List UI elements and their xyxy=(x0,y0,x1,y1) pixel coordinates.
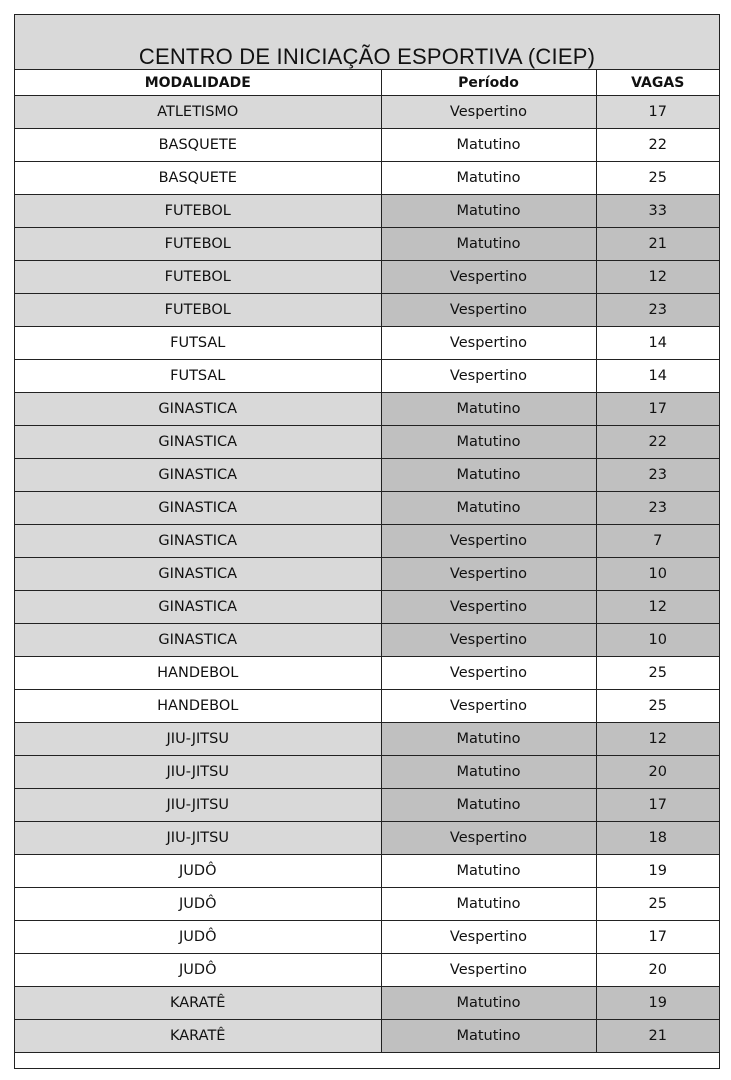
cell-modalidade: ATLETISMO xyxy=(15,96,381,129)
cell-periodo: Vespertino xyxy=(381,822,596,855)
cell-vagas: 7 xyxy=(596,525,719,558)
cell-modalidade: BASQUETE xyxy=(15,129,381,162)
cell-vagas: 17 xyxy=(596,96,719,129)
cell-periodo: Matutino xyxy=(381,459,596,492)
cell-modalidade: JUDÔ xyxy=(15,855,381,888)
cell-modalidade: HANDEBOL xyxy=(15,657,381,690)
cell-modalidade: FUTEBOL xyxy=(15,261,381,294)
cell-modalidade: HANDEBOL xyxy=(15,690,381,723)
cell-periodo: Matutino xyxy=(381,888,596,921)
table-row xyxy=(15,921,719,954)
cell-periodo: Matutino xyxy=(381,492,596,525)
table-row xyxy=(15,294,719,327)
table-row xyxy=(15,822,719,855)
header-periodo: Período xyxy=(381,70,596,96)
vagas-table xyxy=(15,70,719,1053)
spreadsheet-page xyxy=(14,14,720,1069)
cell-vagas: 19 xyxy=(596,855,719,888)
cell-vagas: 25 xyxy=(596,690,719,723)
cell-vagas: 25 xyxy=(596,657,719,690)
table-row xyxy=(15,954,719,987)
table-row xyxy=(15,855,719,888)
table-row xyxy=(15,96,719,129)
table-row xyxy=(15,162,719,195)
title-band xyxy=(15,15,719,70)
cell-vagas: 10 xyxy=(596,624,719,657)
cell-modalidade: FUTEBOL xyxy=(15,195,381,228)
cell-periodo: Vespertino xyxy=(381,525,596,558)
cell-periodo: Matutino xyxy=(381,195,596,228)
cell-modalidade: KARATÊ xyxy=(15,1020,381,1053)
table-row xyxy=(15,756,719,789)
table-row xyxy=(15,129,719,162)
cell-vagas: 20 xyxy=(596,954,719,987)
table-row xyxy=(15,492,719,525)
cell-vagas: 20 xyxy=(596,756,719,789)
cell-modalidade: BASQUETE xyxy=(15,162,381,195)
cell-vagas: 12 xyxy=(596,591,719,624)
cell-modalidade: JIU-JITSU xyxy=(15,822,381,855)
cell-periodo: Matutino xyxy=(381,756,596,789)
cell-vagas: 23 xyxy=(596,294,719,327)
table-row xyxy=(15,261,719,294)
table-row xyxy=(15,327,719,360)
cell-modalidade: JIU-JITSU xyxy=(15,756,381,789)
cell-modalidade: FUTEBOL xyxy=(15,228,381,261)
cell-modalidade: KARATÊ xyxy=(15,987,381,1020)
cell-vagas: 23 xyxy=(596,459,719,492)
cell-modalidade: FUTEBOL xyxy=(15,294,381,327)
table-row xyxy=(15,1020,719,1053)
cell-periodo: Matutino xyxy=(381,228,596,261)
table-row xyxy=(15,426,719,459)
cell-periodo: Matutino xyxy=(381,426,596,459)
table-row xyxy=(15,525,719,558)
table-body xyxy=(15,96,719,1053)
cell-modalidade: GINASTICA xyxy=(15,459,381,492)
cell-modalidade: JIU-JITSU xyxy=(15,789,381,822)
cell-periodo: Vespertino xyxy=(381,624,596,657)
page-title: CENTRO DE INICIAÇÃO ESPORTIVA (CIEP) xyxy=(138,44,596,69)
cell-periodo: Matutino xyxy=(381,1020,596,1053)
cell-modalidade: GINASTICA xyxy=(15,525,381,558)
cell-vagas: 18 xyxy=(596,822,719,855)
cell-vagas: 22 xyxy=(596,129,719,162)
cell-modalidade: JIU-JITSU xyxy=(15,723,381,756)
cell-vagas: 17 xyxy=(596,921,719,954)
header-row xyxy=(15,70,719,96)
cell-vagas: 19 xyxy=(596,987,719,1020)
cell-vagas: 33 xyxy=(596,195,719,228)
cell-modalidade: GINASTICA xyxy=(15,426,381,459)
cell-vagas: 25 xyxy=(596,162,719,195)
cell-vagas: 10 xyxy=(596,558,719,591)
table-row xyxy=(15,228,719,261)
cell-vagas: 14 xyxy=(596,360,719,393)
cell-modalidade: JUDÔ xyxy=(15,921,381,954)
cell-periodo: Vespertino xyxy=(381,954,596,987)
table-row xyxy=(15,723,719,756)
table-row xyxy=(15,789,719,822)
table-row xyxy=(15,459,719,492)
cell-periodo: Vespertino xyxy=(381,657,596,690)
cell-periodo: Vespertino xyxy=(381,327,596,360)
cell-periodo: Vespertino xyxy=(381,558,596,591)
cell-periodo: Matutino xyxy=(381,162,596,195)
cell-periodo: Matutino xyxy=(381,393,596,426)
cell-vagas: 17 xyxy=(596,393,719,426)
cell-periodo: Matutino xyxy=(381,789,596,822)
cell-modalidade: JUDÔ xyxy=(15,888,381,921)
header-vagas: VAGAS xyxy=(596,70,719,96)
cell-modalidade: GINASTICA xyxy=(15,591,381,624)
cell-periodo: Vespertino xyxy=(381,96,596,129)
cell-periodo: Vespertino xyxy=(381,261,596,294)
table-row xyxy=(15,591,719,624)
cell-periodo: Vespertino xyxy=(381,690,596,723)
cell-modalidade: JUDÔ xyxy=(15,954,381,987)
cell-vagas: 21 xyxy=(596,1020,719,1053)
table-row xyxy=(15,558,719,591)
table-row xyxy=(15,195,719,228)
cell-modalidade: GINASTICA xyxy=(15,393,381,426)
table-row xyxy=(15,360,719,393)
cell-periodo: Vespertino xyxy=(381,294,596,327)
cell-vagas: 23 xyxy=(596,492,719,525)
cell-modalidade: GINASTICA xyxy=(15,624,381,657)
table-row xyxy=(15,624,719,657)
cell-modalidade: FUTSAL xyxy=(15,360,381,393)
cell-modalidade: GINASTICA xyxy=(15,558,381,591)
cell-periodo: Matutino xyxy=(381,987,596,1020)
cell-periodo: Vespertino xyxy=(381,591,596,624)
table-row xyxy=(15,888,719,921)
table-row xyxy=(15,987,719,1020)
cell-modalidade: GINASTICA xyxy=(15,492,381,525)
cell-vagas: 12 xyxy=(596,261,719,294)
cell-vagas: 22 xyxy=(596,426,719,459)
table-row xyxy=(15,690,719,723)
cell-vagas: 12 xyxy=(596,723,719,756)
cell-periodo: Matutino xyxy=(381,723,596,756)
header-modalidade: MODALIDADE xyxy=(15,70,381,96)
cell-modalidade: FUTSAL xyxy=(15,327,381,360)
cell-periodo: Vespertino xyxy=(381,360,596,393)
cell-periodo: Matutino xyxy=(381,129,596,162)
cell-periodo: Vespertino xyxy=(381,921,596,954)
table-row xyxy=(15,657,719,690)
cell-vagas: 21 xyxy=(596,228,719,261)
cell-vagas: 17 xyxy=(596,789,719,822)
table-row xyxy=(15,393,719,426)
cell-vagas: 25 xyxy=(596,888,719,921)
cell-periodo: Matutino xyxy=(381,855,596,888)
cell-vagas: 14 xyxy=(596,327,719,360)
